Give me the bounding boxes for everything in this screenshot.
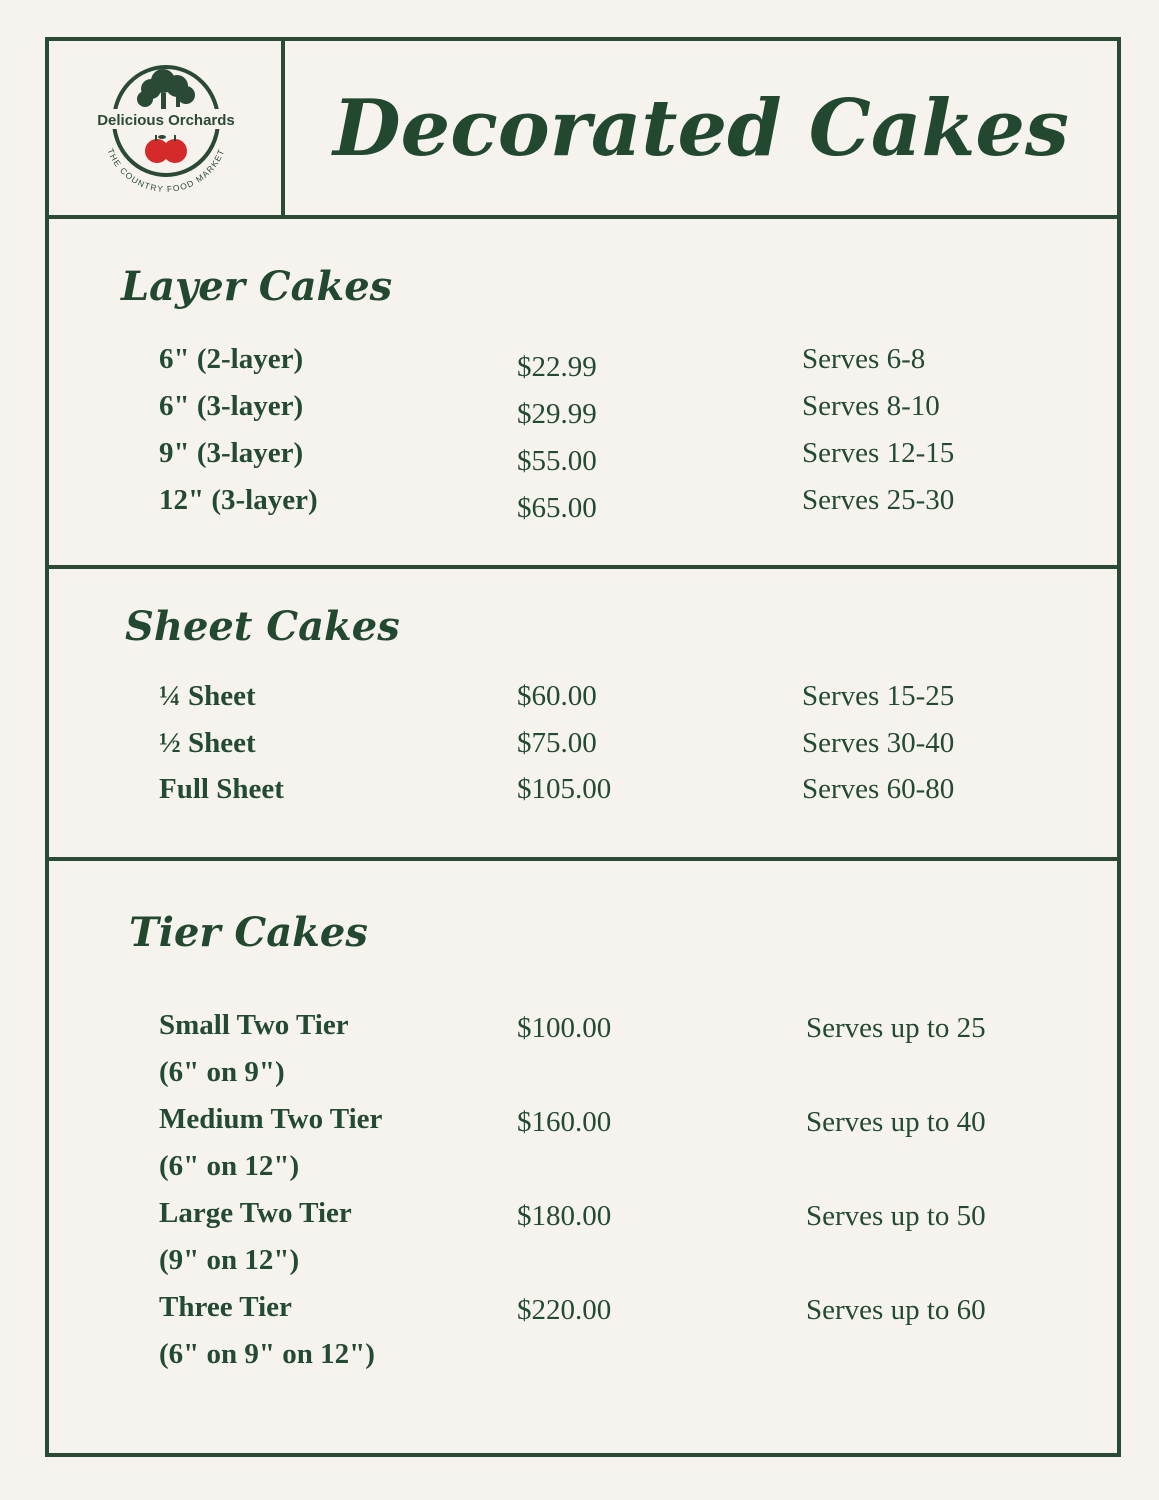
item-price: $100.00 [517, 1012, 612, 1044]
item-serves: Serves up to 25 [806, 1012, 986, 1044]
item-name: 12" (3-layer) [159, 484, 318, 516]
list-item [49, 773, 1117, 813]
item-serves: Serves 60-80 [802, 773, 955, 805]
item-name-line1: Small Two Tier [159, 1009, 349, 1041]
logo-brand: Delicious Orchards [97, 112, 235, 129]
section-title: Layer Cakes [121, 263, 393, 310]
tree-icon [137, 69, 195, 109]
section-sheet-cakes [49, 569, 1117, 861]
item-name: 9" (3-layer) [159, 437, 304, 469]
list-item [49, 1190, 1117, 1284]
item-serves: Serves 30-40 [802, 727, 955, 759]
apple-icon [145, 135, 187, 163]
item-serves: Serves up to 60 [806, 1294, 986, 1326]
item-name: ¼ Sheet [159, 680, 256, 712]
page-title: Decorated Cakes [333, 82, 1069, 174]
item-price: $75.00 [517, 727, 597, 759]
item-name: Full Sheet [159, 773, 284, 805]
menu-frame [45, 37, 1121, 1457]
section-layer-cakes [49, 219, 1117, 569]
list-item [49, 1002, 1117, 1096]
item-name-line2: (6" on 9" on 12") [159, 1338, 375, 1370]
list-item [49, 1284, 1117, 1378]
item-name-line2: (6" on 9") [159, 1056, 285, 1088]
item-serves: Serves 15-25 [802, 680, 955, 712]
item-serves: Serves up to 50 [806, 1200, 986, 1232]
item-name [159, 1284, 375, 1378]
item-name-line1: Three Tier [159, 1291, 292, 1323]
item-price: $180.00 [517, 1200, 612, 1232]
item-price: $105.00 [517, 773, 612, 805]
item-name-line2: (6" on 12") [159, 1150, 300, 1182]
list-item [49, 390, 1117, 430]
section-title: Sheet Cakes [125, 603, 400, 650]
logo-cell [49, 41, 285, 215]
list-item [49, 343, 1117, 383]
item-name: 6" (3-layer) [159, 390, 304, 422]
item-price: $29.99 [517, 398, 597, 430]
section-title: Tier Cakes [129, 909, 368, 956]
list-item [49, 727, 1117, 767]
item-price: $55.00 [517, 445, 597, 477]
item-serves: Serves up to 40 [806, 1106, 986, 1138]
list-item [49, 1096, 1117, 1190]
item-price: $220.00 [517, 1294, 612, 1326]
item-serves: Serves 12-15 [802, 437, 955, 469]
header [49, 41, 1117, 219]
item-price: $160.00 [517, 1106, 612, 1138]
item-name [159, 1002, 349, 1096]
item-name-line2: (9" on 12") [159, 1244, 300, 1276]
item-serves: Serves 8-10 [802, 390, 940, 422]
list-item [49, 680, 1117, 720]
item-name-line1: Large Two Tier [159, 1197, 352, 1229]
list-item [49, 484, 1117, 524]
item-name: ½ Sheet [159, 727, 256, 759]
item-name: 6" (2-layer) [159, 343, 304, 375]
logo-tagline: THE COUNTRY FOOD MARKET [105, 147, 227, 194]
list-item [49, 437, 1117, 477]
delicious-orchards-logo [91, 59, 241, 199]
item-serves: Serves 25-30 [802, 484, 955, 516]
section-tier-cakes [49, 861, 1117, 1453]
item-serves: Serves 6-8 [802, 343, 926, 375]
item-name [159, 1096, 382, 1190]
item-price: $22.99 [517, 351, 597, 383]
item-price: $60.00 [517, 680, 597, 712]
item-name-line1: Medium Two Tier [159, 1103, 383, 1135]
item-name [159, 1190, 352, 1284]
item-price: $65.00 [517, 492, 597, 524]
